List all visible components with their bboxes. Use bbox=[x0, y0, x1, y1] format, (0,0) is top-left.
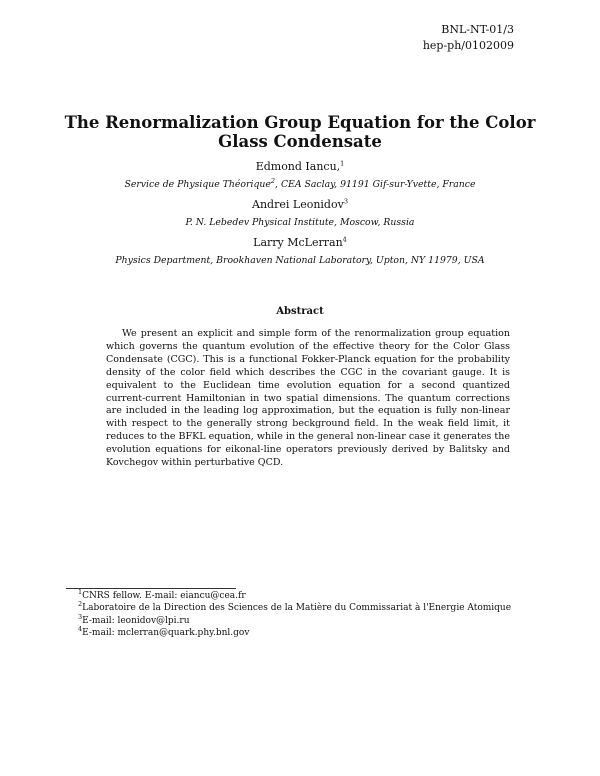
arxiv-id: hep-ph/0102009 bbox=[422, 39, 514, 52]
author-name: Edmond Iancu,$^1$ bbox=[255, 159, 345, 173]
footnote: $^2$Laboratoire de la Direction des Sciences de la Matière du Commissariat à l'Energie Atomique bbox=[78, 600, 512, 614]
author-name: Andrei Leonidov$^3$ bbox=[252, 197, 348, 211]
title-line-2: Glass Condensate bbox=[218, 132, 382, 151]
report-number: BNL-NT-01/3 bbox=[441, 23, 514, 36]
footnote: $^4$E-mail: mclerran@quark.phy.bnl.gov bbox=[78, 624, 250, 638]
footnote: $^1$CNRS fellow. E-mail: eiancu@cea.fr bbox=[78, 588, 246, 601]
footnotes bbox=[78, 590, 511, 639]
author-name: Larry McLerran$^4$ bbox=[253, 235, 347, 249]
author-affiliation: Service de Physique Théorique$^2$, CEA Saclay, 91191 Gif-sur-Yvette, France bbox=[124, 176, 476, 190]
abstract-heading: Abstract bbox=[276, 306, 324, 317]
author-affiliation: Physics Department, Brookhaven National Laboratory, Upton, NY 11979, USA bbox=[115, 255, 485, 266]
author-affiliation: P. N. Lebedev Physical Institute, Moscow, Russia bbox=[185, 217, 415, 228]
author-list bbox=[0, 160, 600, 274]
footnote: $^3$E-mail: leonidov@lpi.ru bbox=[78, 612, 190, 626]
paper-title bbox=[0, 113, 600, 151]
report-number-block bbox=[423, 22, 514, 54]
title-line-1: The Renormalization Group Equation for the Color bbox=[64, 113, 536, 132]
footnote-divider bbox=[66, 588, 236, 589]
abstract-text: We present an explicit and simple form of the renormalization group equation which governs the quantum evolution of the effective theory for the Color Glass Condensate (CGC). This is a functional Fokker-Planck equation for the probability density of the color field which describes the CGC in the covariant gauge. It is equivalent to the Euclidean time evolution equation for a second quantized current-current Hamiltonian in two spatial dimensions. The quantum corrections are included in the leading log approximation, but the equation is fully non-linear with respect to the generally strong beckground field. In the weak field limit, it reduces to the BFKL equation, while in the general non-linear case it generates the evolution equations for eikonal-line operators previously derived by Balitsky and Kovchegov within perturbative QCD. bbox=[106, 328, 510, 469]
